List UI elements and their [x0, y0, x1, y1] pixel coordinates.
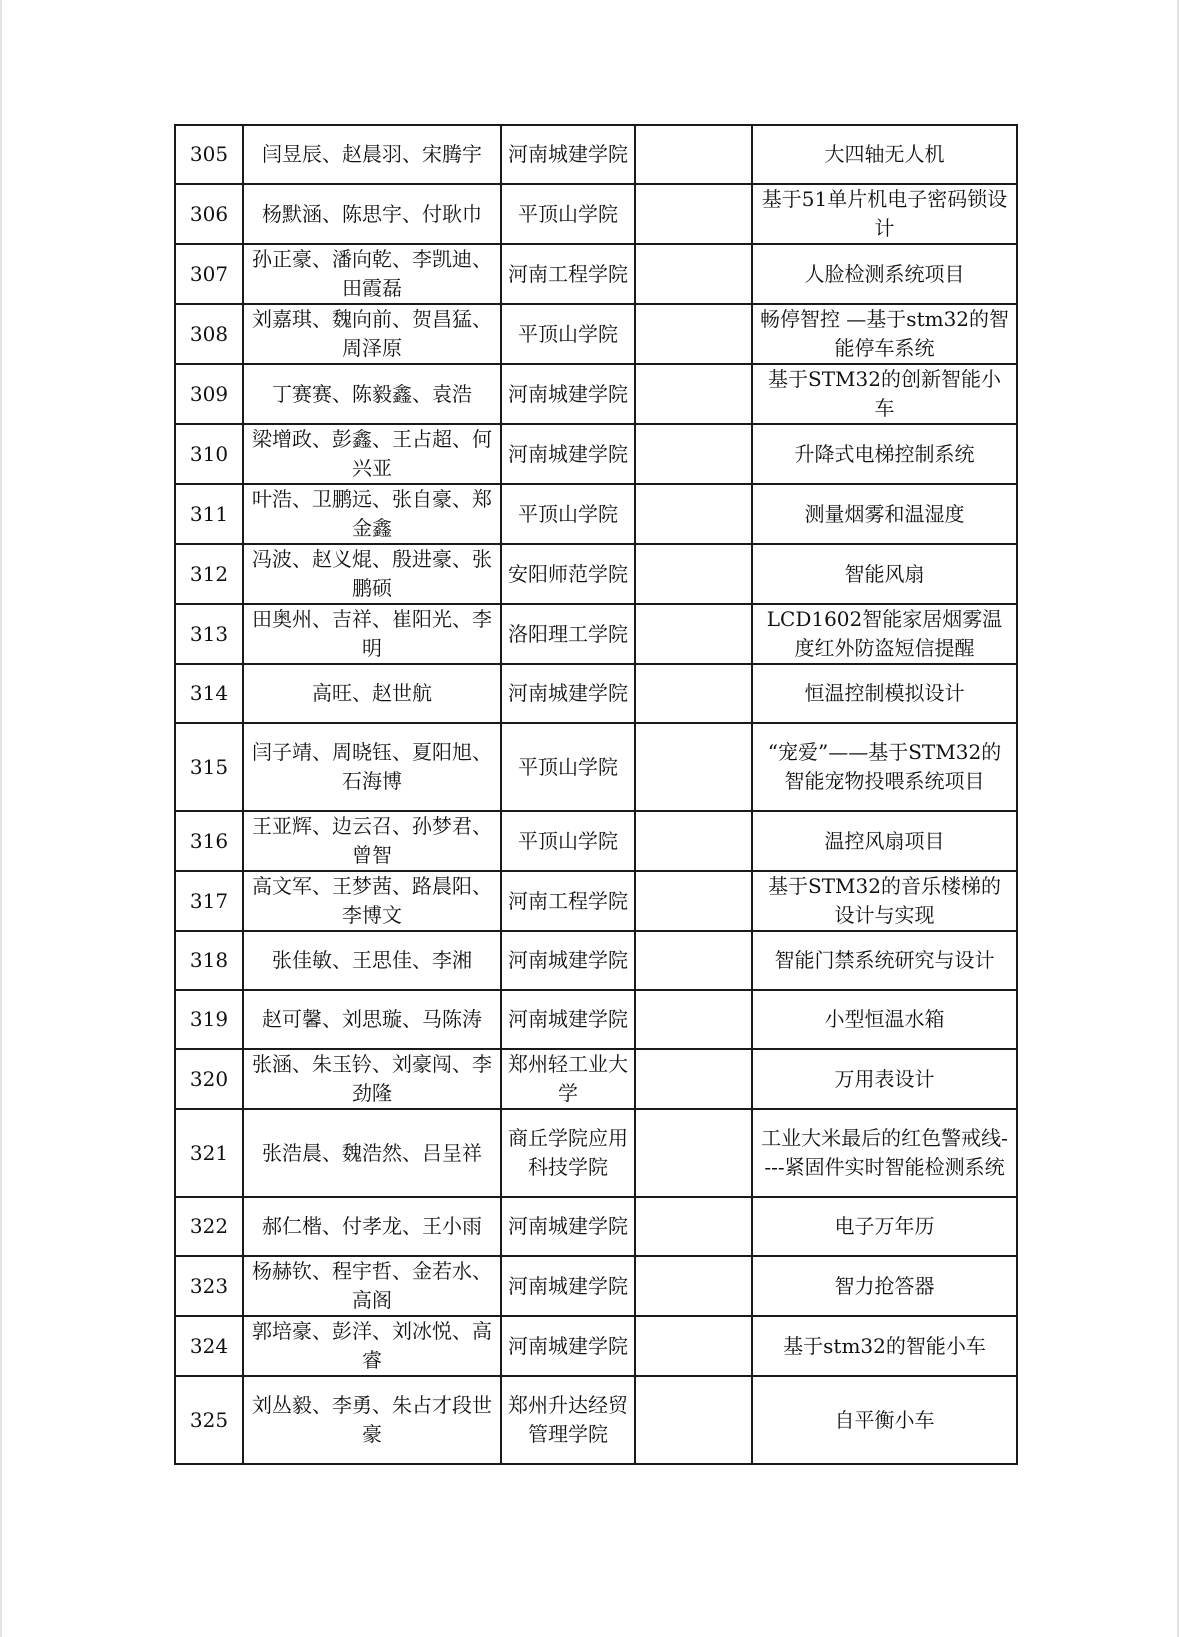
- cell-blank: [635, 244, 752, 304]
- table-row: [175, 244, 1017, 304]
- cell-members: 梁增政、彭鑫、王占超、何兴亚: [243, 424, 501, 484]
- cell-blank: [635, 1316, 752, 1376]
- cell-blank: [635, 1256, 752, 1316]
- table-row: [175, 664, 1017, 723]
- cell-members: 张佳敏、王思佳、李湘: [243, 931, 501, 990]
- cell-project-title: 基于51单片机电子密码锁设计: [752, 184, 1017, 244]
- cell-school: 安阳师范学院: [501, 544, 635, 604]
- cell-number: 322: [175, 1197, 243, 1256]
- cell-members: 郝仁楷、付孝龙、王小雨: [243, 1197, 501, 1256]
- cell-number: 315: [175, 723, 243, 811]
- cell-project-title: 畅停智控 —基于stm32的智能停车系统: [752, 304, 1017, 364]
- cell-number: 311: [175, 484, 243, 544]
- cell-school: 河南城建学院: [501, 664, 635, 723]
- table-row: [175, 931, 1017, 990]
- cell-school: 河南城建学院: [501, 125, 635, 184]
- cell-members: 郭培豪、彭洋、刘冰悦、高睿: [243, 1316, 501, 1376]
- cell-number: 313: [175, 604, 243, 664]
- cell-project-title: 大四轴无人机: [752, 125, 1017, 184]
- table-row: [175, 1197, 1017, 1256]
- cell-number: 306: [175, 184, 243, 244]
- table-row: [175, 484, 1017, 544]
- cell-members: 张涵、朱玉钤、刘豪闯、李劲隆: [243, 1049, 501, 1109]
- table-row: [175, 424, 1017, 484]
- cell-members: 闫昱辰、赵晨羽、宋腾宇: [243, 125, 501, 184]
- cell-members: 田奥州、吉祥、崔阳光、李明: [243, 604, 501, 664]
- cell-blank: [635, 364, 752, 424]
- cell-school: 河南城建学院: [501, 1197, 635, 1256]
- cell-project-title: 基于STM32的创新智能小车: [752, 364, 1017, 424]
- cell-blank: [635, 723, 752, 811]
- cell-blank: [635, 1049, 752, 1109]
- cell-project-title: 恒温控制模拟设计: [752, 664, 1017, 723]
- cell-number: 320: [175, 1049, 243, 1109]
- table-row: [175, 1256, 1017, 1316]
- cell-school: 商丘学院应用科技学院: [501, 1109, 635, 1197]
- page-left-edge: [0, 0, 2, 1637]
- cell-members: 刘丛毅、李勇、朱占才段世豪: [243, 1376, 501, 1464]
- cell-members: 杨赫钦、程宇哲、金若水、高阁: [243, 1256, 501, 1316]
- cell-number: 310: [175, 424, 243, 484]
- table-row: [175, 811, 1017, 871]
- cell-number: 309: [175, 364, 243, 424]
- cell-number: 316: [175, 811, 243, 871]
- cell-project-title: 智能风扇: [752, 544, 1017, 604]
- cell-project-title: 人脸检测系统项目: [752, 244, 1017, 304]
- table-row: [175, 544, 1017, 604]
- cell-school: 河南城建学院: [501, 990, 635, 1049]
- cell-school: 河南城建学院: [501, 424, 635, 484]
- cell-school: 洛阳理工学院: [501, 604, 635, 664]
- cell-project-title: 小型恒温水箱: [752, 990, 1017, 1049]
- cell-project-title: 温控风扇项目: [752, 811, 1017, 871]
- cell-project-title: LCD1602智能家居烟雾温度红外防盗短信提醒: [752, 604, 1017, 664]
- cell-school: 平顶山学院: [501, 484, 635, 544]
- cell-school: 河南城建学院: [501, 1256, 635, 1316]
- cell-school: 平顶山学院: [501, 184, 635, 244]
- cell-members: 高旺、赵世航: [243, 664, 501, 723]
- cell-project-title: 基于STM32的音乐楼梯的设计与实现: [752, 871, 1017, 931]
- cell-blank: [635, 604, 752, 664]
- cell-number: 325: [175, 1376, 243, 1464]
- cell-blank: [635, 484, 752, 544]
- cell-members: 高文军、王梦茜、路晨阳、李博文: [243, 871, 501, 931]
- table-row: [175, 1376, 1017, 1464]
- cell-school: 河南城建学院: [501, 931, 635, 990]
- table-row: [175, 304, 1017, 364]
- cell-blank: [635, 1376, 752, 1464]
- cell-project-title: 基于stm32的智能小车: [752, 1316, 1017, 1376]
- cell-number: 318: [175, 931, 243, 990]
- cell-members: 王亚辉、边云召、孙梦君、曾智: [243, 811, 501, 871]
- cell-project-title: 升降式电梯控制系统: [752, 424, 1017, 484]
- cell-blank: [635, 1109, 752, 1197]
- table-row: [175, 604, 1017, 664]
- table-row: [175, 1109, 1017, 1197]
- cell-school: 河南工程学院: [501, 871, 635, 931]
- cell-school: 河南城建学院: [501, 364, 635, 424]
- table-row: [175, 990, 1017, 1049]
- cell-blank: [635, 931, 752, 990]
- cell-school: 郑州轻工业大学: [501, 1049, 635, 1109]
- cell-number: 317: [175, 871, 243, 931]
- cell-members: 冯波、赵义焜、殷进豪、张鹏硕: [243, 544, 501, 604]
- cell-number: 305: [175, 125, 243, 184]
- cell-project-title: 智力抢答器: [752, 1256, 1017, 1316]
- cell-members: 闫子靖、周晓钰、夏阳旭、石海博: [243, 723, 501, 811]
- cell-number: 324: [175, 1316, 243, 1376]
- cell-members: 刘嘉琪、魏向前、贺昌猛、周泽原: [243, 304, 501, 364]
- table-row: [175, 1049, 1017, 1109]
- cell-project-title: 智能门禁系统研究与设计: [752, 931, 1017, 990]
- cell-blank: [635, 304, 752, 364]
- cell-number: 312: [175, 544, 243, 604]
- cell-project-title: “宠爱”——基于STM32的智能宠物投喂系统项目: [752, 723, 1017, 811]
- cell-project-title: 工业大米最后的红色警戒线----紧固件实时智能检测系统: [752, 1109, 1017, 1197]
- cell-project-title: 电子万年历: [752, 1197, 1017, 1256]
- cell-number: 319: [175, 990, 243, 1049]
- table-row: [175, 1316, 1017, 1376]
- cell-school: 平顶山学院: [501, 304, 635, 364]
- table-row: [175, 871, 1017, 931]
- cell-blank: [635, 664, 752, 723]
- table-body: [175, 125, 1017, 1464]
- cell-blank: [635, 811, 752, 871]
- cell-members: 杨默涵、陈思宇、付耿巾: [243, 184, 501, 244]
- table-row: [175, 723, 1017, 811]
- cell-project-title: 万用表设计: [752, 1049, 1017, 1109]
- cell-members: 张浩晨、魏浩然、吕呈祥: [243, 1109, 501, 1197]
- cell-project-title: 测量烟雾和温湿度: [752, 484, 1017, 544]
- cell-number: 314: [175, 664, 243, 723]
- cell-blank: [635, 1197, 752, 1256]
- cell-members: 赵可馨、刘思璇、马陈涛: [243, 990, 501, 1049]
- cell-members: 叶浩、卫鹏远、张自豪、郑金鑫: [243, 484, 501, 544]
- cell-school: 河南城建学院: [501, 1316, 635, 1376]
- cell-members: 孙正豪、潘向乾、李凯迪、田霞磊: [243, 244, 501, 304]
- cell-school: 平顶山学院: [501, 723, 635, 811]
- award-list-table: [174, 124, 1018, 1465]
- table-row: [175, 364, 1017, 424]
- cell-project-title: 自平衡小车: [752, 1376, 1017, 1464]
- cell-blank: [635, 424, 752, 484]
- cell-number: 323: [175, 1256, 243, 1316]
- cell-number: 308: [175, 304, 243, 364]
- cell-number: 307: [175, 244, 243, 304]
- table-row: [175, 125, 1017, 184]
- cell-school: 郑州升达经贸管理学院: [501, 1376, 635, 1464]
- cell-school: 河南工程学院: [501, 244, 635, 304]
- cell-number: 321: [175, 1109, 243, 1197]
- cell-blank: [635, 125, 752, 184]
- cell-blank: [635, 871, 752, 931]
- cell-blank: [635, 544, 752, 604]
- table-row: [175, 184, 1017, 244]
- cell-blank: [635, 990, 752, 1049]
- cell-members: 丁赛赛、陈毅鑫、袁浩: [243, 364, 501, 424]
- cell-blank: [635, 184, 752, 244]
- cell-school: 平顶山学院: [501, 811, 635, 871]
